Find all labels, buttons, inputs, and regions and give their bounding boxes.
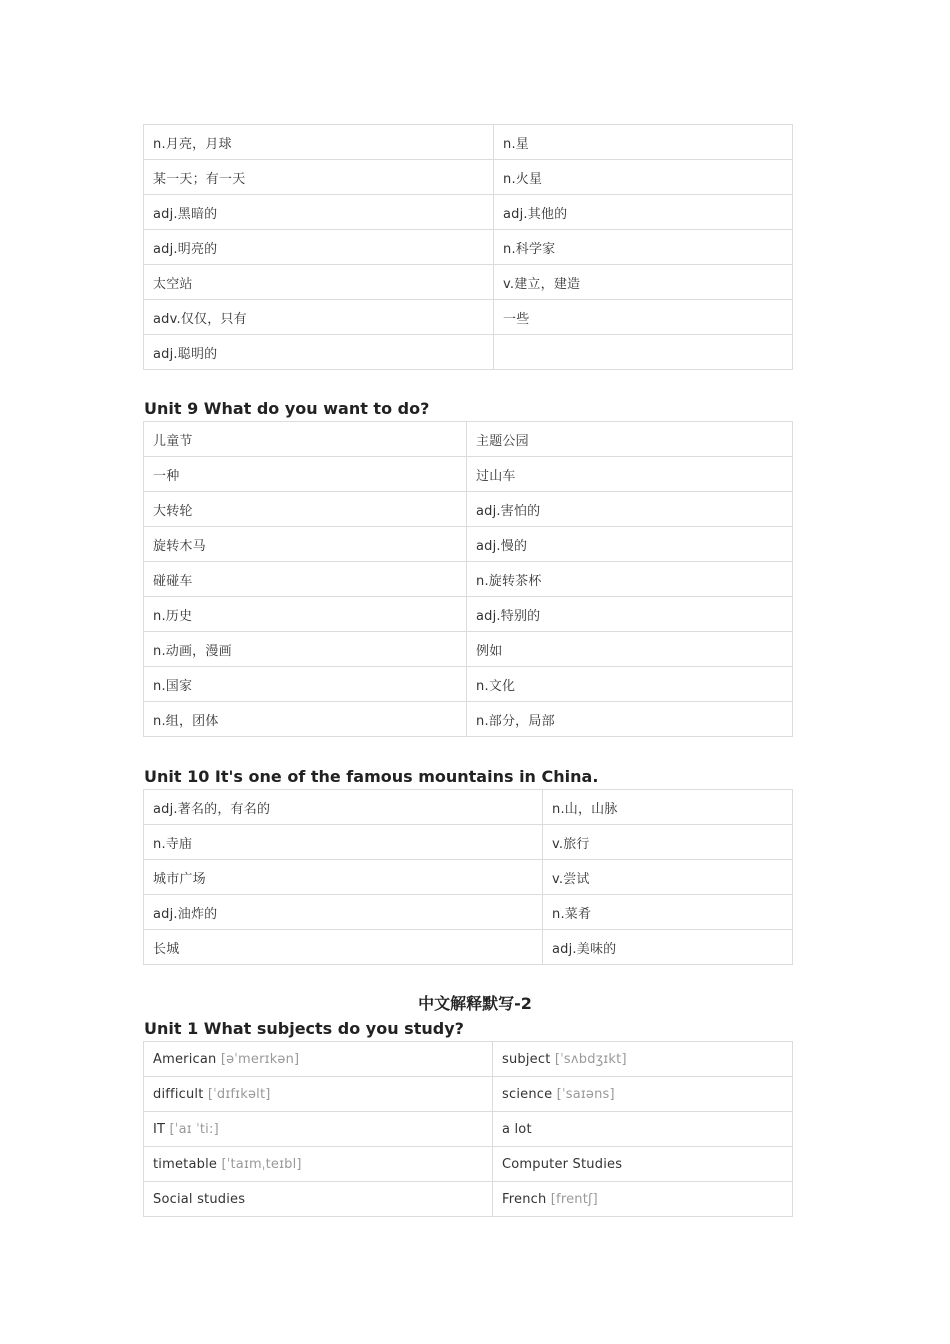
table-cell (144, 1077, 493, 1112)
unit9-heading: Unit 9 What do you want to do? (144, 399, 430, 418)
table-cell: n.动画，漫画 (144, 632, 467, 667)
word: timetable (153, 1156, 218, 1172)
phonetic: [ˈsʌbdʒɪkt] (554, 1051, 627, 1067)
table-row (144, 160, 793, 195)
word: science (502, 1086, 553, 1102)
vocab-table-unit10 (143, 789, 793, 965)
vocab-table-unit9 (143, 421, 793, 737)
table-cell: n.火星 (494, 160, 793, 195)
table-cell: v.尝试 (543, 860, 793, 895)
phonetic: [ˈdɪfɪkəlt] (207, 1086, 271, 1102)
table-row (144, 492, 793, 527)
table-cell: adj.特别的 (467, 597, 793, 632)
table-cell (144, 1147, 493, 1182)
table-cell: n.旋转茶杯 (467, 562, 793, 597)
table-cell: adj.其他的 (494, 195, 793, 230)
table-row (144, 860, 793, 895)
table-cell: 旋转木马 (144, 527, 467, 562)
table-cell: 城市广场 (144, 860, 543, 895)
table-row (144, 562, 793, 597)
phonetic: [ˈaɪ ˈti:] (169, 1121, 219, 1137)
table-cell: 例如 (467, 632, 793, 667)
table-cell: v.建立，建造 (494, 265, 793, 300)
section-title: 中文解释默写-2 (418, 994, 532, 1013)
table-cell: adj.油炸的 (144, 895, 543, 930)
table-cell: adj.害怕的 (467, 492, 793, 527)
table-cell: n.月亮，月球 (144, 125, 494, 160)
table-row (144, 265, 793, 300)
table-row (144, 597, 793, 632)
word: Computer Studies (502, 1156, 623, 1172)
table-row (144, 195, 793, 230)
table-cell (144, 1112, 493, 1147)
vocab-table-unit1 (143, 1041, 793, 1217)
table-row (144, 527, 793, 562)
table-cell (144, 1182, 493, 1217)
word: Social studies (153, 1191, 246, 1207)
phonetic: [ˈtaɪmˌteɪbl] (221, 1156, 302, 1172)
phonetic: [ˈsaɪəns] (556, 1086, 615, 1102)
table-cell (493, 1112, 793, 1147)
table-cell: n.文化 (467, 667, 793, 702)
table-row (144, 895, 793, 930)
table-cell: adj.美味的 (543, 930, 793, 965)
table-row (144, 335, 793, 370)
table-row (144, 930, 793, 965)
table-row (144, 1112, 793, 1147)
vocab-table-space (143, 124, 793, 370)
table-cell: adj.黑暗的 (144, 195, 494, 230)
table-cell: 一种 (144, 457, 467, 492)
table-cell: 主题公园 (467, 422, 793, 457)
word: subject (502, 1051, 551, 1067)
table-cell: n.历史 (144, 597, 467, 632)
table-row (144, 1147, 793, 1182)
table-cell: n.寺庙 (144, 825, 543, 860)
word: a lot (502, 1121, 532, 1137)
table-row (144, 632, 793, 667)
table-row (144, 825, 793, 860)
table-cell (144, 1042, 493, 1077)
table-cell (493, 1042, 793, 1077)
phonetic: [əˈmerɪkən] (220, 1051, 300, 1067)
word: French (502, 1191, 547, 1207)
table-cell (493, 1182, 793, 1217)
word: American (153, 1051, 217, 1067)
table-row (144, 300, 793, 335)
table-cell: n.科学家 (494, 230, 793, 265)
unit10-heading: Unit 10 It's one of the famous mountains in China. (144, 767, 599, 786)
table-cell: n.部分，局部 (467, 702, 793, 737)
table-cell: 儿童节 (144, 422, 467, 457)
table-cell: 长城 (144, 930, 543, 965)
table-cell: 碰碰车 (144, 562, 467, 597)
table-cell: 一些 (494, 300, 793, 335)
phonetic: [frentʃ] (550, 1191, 598, 1207)
table-row (144, 457, 793, 492)
table-cell: adv.仅仅，只有 (144, 300, 494, 335)
word: difficult (153, 1086, 204, 1102)
table-row (144, 1182, 793, 1217)
table-row (144, 230, 793, 265)
table-cell (494, 335, 793, 370)
table-row (144, 125, 793, 160)
table-row (144, 1042, 793, 1077)
table-cell: adj.著名的，有名的 (144, 790, 543, 825)
table-row (144, 422, 793, 457)
table-cell: n.组，团体 (144, 702, 467, 737)
table-row (144, 1077, 793, 1112)
table-cell: 太空站 (144, 265, 494, 300)
table-cell: adj.聪明的 (144, 335, 494, 370)
unit1-heading: Unit 1 What subjects do you study? (144, 1019, 464, 1038)
table-row (144, 702, 793, 737)
table-row (144, 667, 793, 702)
table-cell: adj.明亮的 (144, 230, 494, 265)
table-cell: n.菜肴 (543, 895, 793, 930)
table-cell (493, 1147, 793, 1182)
table-cell (493, 1077, 793, 1112)
table-cell: 大转轮 (144, 492, 467, 527)
table-cell: v.旅行 (543, 825, 793, 860)
table-cell: 某一天；有一天 (144, 160, 494, 195)
table-row (144, 790, 793, 825)
table-cell: adj.慢的 (467, 527, 793, 562)
table-cell: n.星 (494, 125, 793, 160)
word: IT (153, 1121, 166, 1137)
table-cell: 过山车 (467, 457, 793, 492)
table-cell: n.国家 (144, 667, 467, 702)
table-cell: n.山，山脉 (543, 790, 793, 825)
